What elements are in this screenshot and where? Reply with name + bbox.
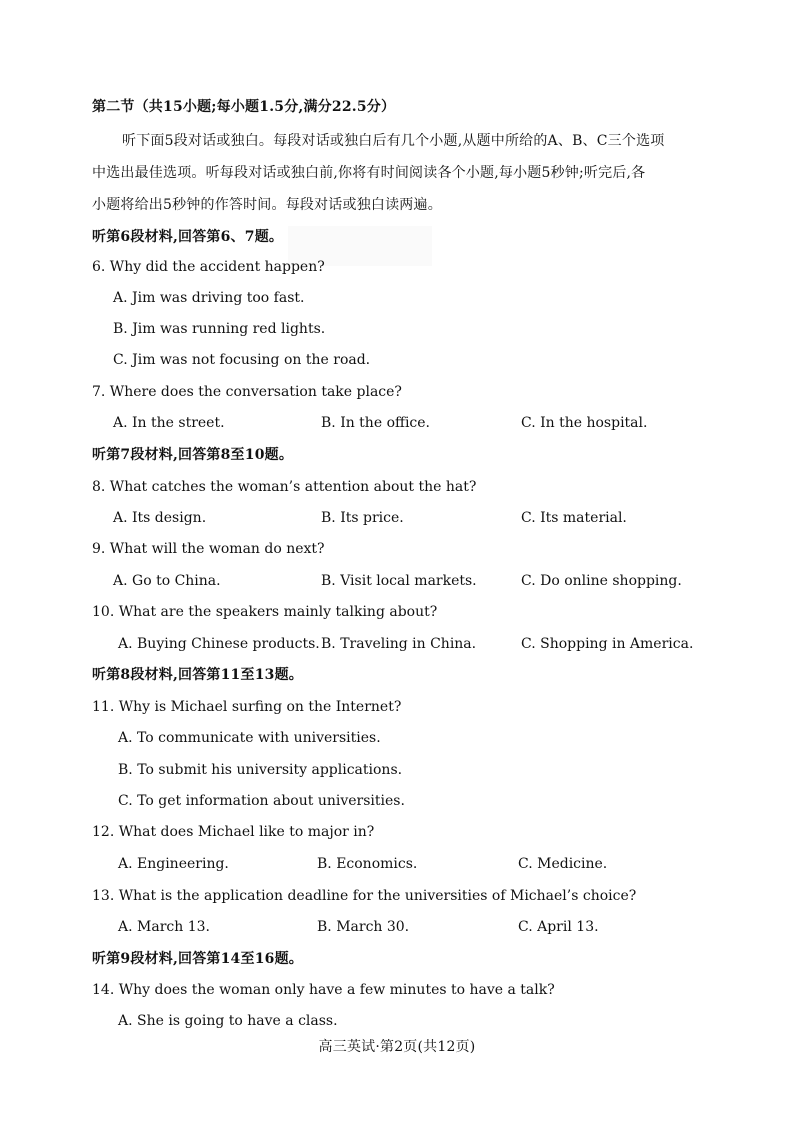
- group-label-9: 听第9段材料,回答第14至16题。: [92, 951, 303, 967]
- question-6-stem: 6. Why did the accident happen?: [92, 259, 325, 275]
- question-7-options: [0, 414, 794, 432]
- instruction-line-3: 小题将给出5秒钟的作答时间。每段对话或独白读两遍。: [92, 197, 442, 213]
- question-8-option-b: B. Its price.: [321, 510, 404, 526]
- question-12-options: [0, 855, 794, 873]
- question-8-options: [0, 509, 794, 527]
- question-11-stem: 11. Why is Michael surfing on the Internet?: [92, 699, 402, 715]
- question-7-option-c: C. In the hospital.: [521, 415, 648, 431]
- group-label-6: 听第6段材料,回答第6、7题。: [92, 229, 284, 245]
- question-7-option-b: B. In the office.: [321, 415, 430, 431]
- question-7-stem: 7. Where does the conversation take place?: [92, 384, 402, 400]
- question-11-option-b: B. To submit his university applications.: [118, 762, 403, 778]
- question-10-option-c: C. Shopping in America.: [521, 636, 694, 652]
- question-9-option-b: B. Visit local markets.: [321, 573, 477, 589]
- question-12-option-c: C. Medicine.: [518, 856, 608, 872]
- question-12-stem: 12. What does Michael like to major in?: [92, 824, 375, 840]
- question-9-option-c: C. Do online shopping.: [521, 573, 682, 589]
- question-14-stem: 14. Why does the woman only have a few minutes to have a talk?: [92, 982, 555, 998]
- question-13-stem: 13. What is the application deadline for the universities of Michael’s choice?: [92, 888, 637, 904]
- question-7-option-a: A. In the street.: [113, 415, 225, 431]
- question-9-options: [0, 572, 794, 590]
- question-8-option-a: A. Its design.: [113, 510, 207, 526]
- question-6-option-b: B. Jim was running red lights.: [113, 321, 326, 337]
- question-9-option-a: A. Go to China.: [113, 573, 221, 589]
- question-13-option-a: A. March 13.: [118, 919, 210, 935]
- question-10-stem: 10. What are the speakers mainly talking about?: [92, 604, 438, 620]
- question-12-option-a: A. Engineering.: [118, 856, 229, 872]
- question-14-option-a: A. She is going to have a class.: [118, 1013, 338, 1029]
- question-10-option-b: B. Traveling in China.: [321, 636, 477, 652]
- question-8-stem: 8. What catches the woman’s attention about the hat?: [92, 479, 477, 495]
- page-footer: 高三英试·第2页(共12页): [318, 1039, 476, 1055]
- group-label-7: 听第7段材料,回答第8至10题。: [92, 447, 294, 463]
- question-11-option-a: A. To communicate with universities.: [118, 730, 381, 746]
- question-13-options: [0, 918, 794, 936]
- instruction-line-2: 中选出最佳选项。听每段对话或独白前,你将有时间阅读各个小题,每小题5秒钟;听完后,各: [92, 165, 646, 181]
- question-9-stem: 9. What will the woman do next?: [92, 541, 325, 557]
- question-10-options: [0, 635, 794, 653]
- instruction-line-1: 听下面5段对话或独白。每段对话或独白后有几个小题,从题中所给的A、B、C三个选项: [122, 133, 665, 149]
- question-10-option-a: A. Buying Chinese products.: [118, 636, 320, 652]
- question-12-option-b: B. Economics.: [317, 856, 418, 872]
- question-6-option-a: A. Jim was driving too fast.: [113, 290, 305, 306]
- question-6-option-c: C. Jim was not focusing on the road.: [113, 352, 371, 368]
- question-8-option-c: C. Its material.: [521, 510, 627, 526]
- question-13-option-b: B. March 30.: [317, 919, 410, 935]
- question-11-option-c: C. To get information about universities.: [118, 793, 405, 809]
- section-heading: 第二节（共15小题;每小题1.5分,满分22.5分）: [92, 99, 396, 115]
- group-label-8: 听第8段材料,回答第11至13题。: [92, 667, 303, 683]
- question-13-option-c: C. April 13.: [518, 919, 599, 935]
